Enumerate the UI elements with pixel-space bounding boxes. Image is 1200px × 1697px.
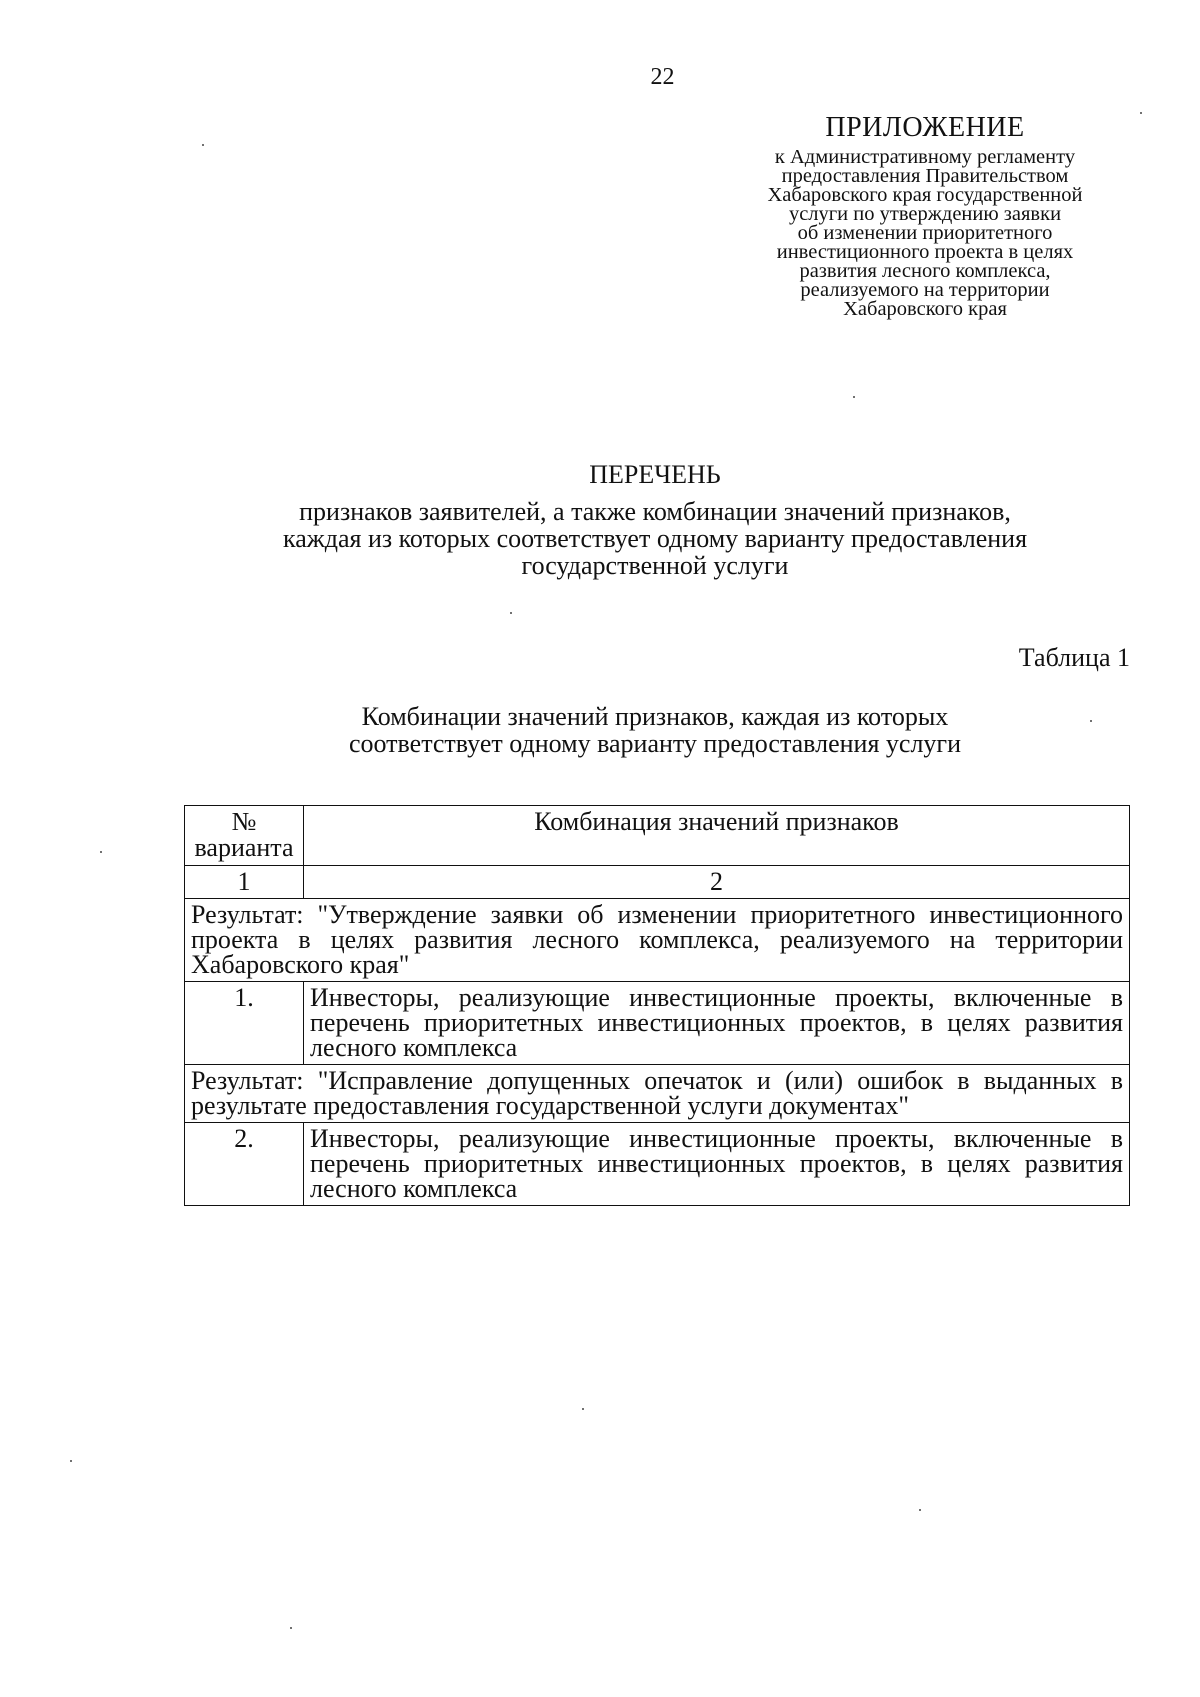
table-result-row [185,1065,1130,1123]
combinations-table [184,805,1130,1206]
variant-number: 1. [185,982,304,1065]
appendix-line: к Административному регламенту [774,146,1076,168]
page-number: 22 [650,64,675,90]
appendix-line: об изменении приоритетного [797,222,1053,244]
scan-speck [510,612,512,614]
header-combination: Комбинация значений признаков [304,806,1130,866]
scan-speck [290,1627,292,1629]
list-subtitle-line: признаков заявителей, а также комбинации значений признаков, [299,497,1011,526]
appendix-line: Хабаровского края [843,298,1007,320]
scan-speck [582,1408,584,1410]
scan-speck [1090,720,1092,722]
appendix-block [735,112,1115,319]
header-num-sign: № [231,807,257,836]
scan-speck [853,396,855,398]
appendix-line: Хабаровского края государственной [767,184,1083,206]
caption-line: Комбинации значений признаков, каждая из которых [361,702,949,731]
appendix-title: ПРИЛОЖЕНИЕ [825,112,1025,143]
header-num-word: варианта [194,833,294,862]
list-subtitle-line: государственной услуги [521,551,789,580]
scan-speck [1140,112,1142,114]
appendix-line: развития лесного комплекса, [799,260,1051,282]
variant-number: 2. [185,1123,304,1206]
table-row [185,982,1130,1065]
result-text: Результат: "Исправление допущенных опечаток и (или) ошибок в выданных в результате предоставления государственной услуги документах" [185,1065,1130,1123]
variant-text: Инвесторы, реализующие инвестиционные проекты, включенные в перечень приоритетных инвестиционных проектов, в целях развития лесного комплекса [304,982,1130,1065]
appendix-line: инвестиционного проекта в целях [776,241,1074,263]
list-subtitle-line: каждая из которых соответствует одному варианту предоставления [282,524,1028,553]
header-variant-number [185,806,304,866]
scan-speck [100,851,102,853]
table-result-row [185,899,1130,982]
table-index-row [185,866,1130,899]
table-label: Таблица 1 [1018,643,1130,672]
column-index-2: 2 [304,866,1130,899]
caption-line: соответствует одному варианту предоставления услуги [348,729,962,758]
list-title: ПЕРЕЧЕНЬ [589,460,721,489]
table-row [185,1123,1130,1206]
list-heading-block [180,460,1130,579]
table-caption [180,703,1130,757]
scan-speck [202,144,204,146]
appendix-line: услуги по утверждению заявки [788,203,1062,225]
variant-text: Инвесторы, реализующие инвестиционные проекты, включенные в перечень приоритетных инвестиционных проектов, в целях развития лесного комплекса [304,1123,1130,1206]
column-index-1: 1 [185,866,304,899]
table-header-row [185,806,1130,866]
result-text: Результат: "Утверждение заявки об изменении приоритетного инвестиционного проекта в целях развития лесного комплекса, реализуемого на территории Хабаровского края" [185,899,1130,982]
appendix-line: предоставления Правительством [781,165,1069,187]
appendix-line: реализуемого на территории [800,279,1050,301]
scan-speck [70,1460,72,1462]
scan-speck [919,1509,921,1511]
